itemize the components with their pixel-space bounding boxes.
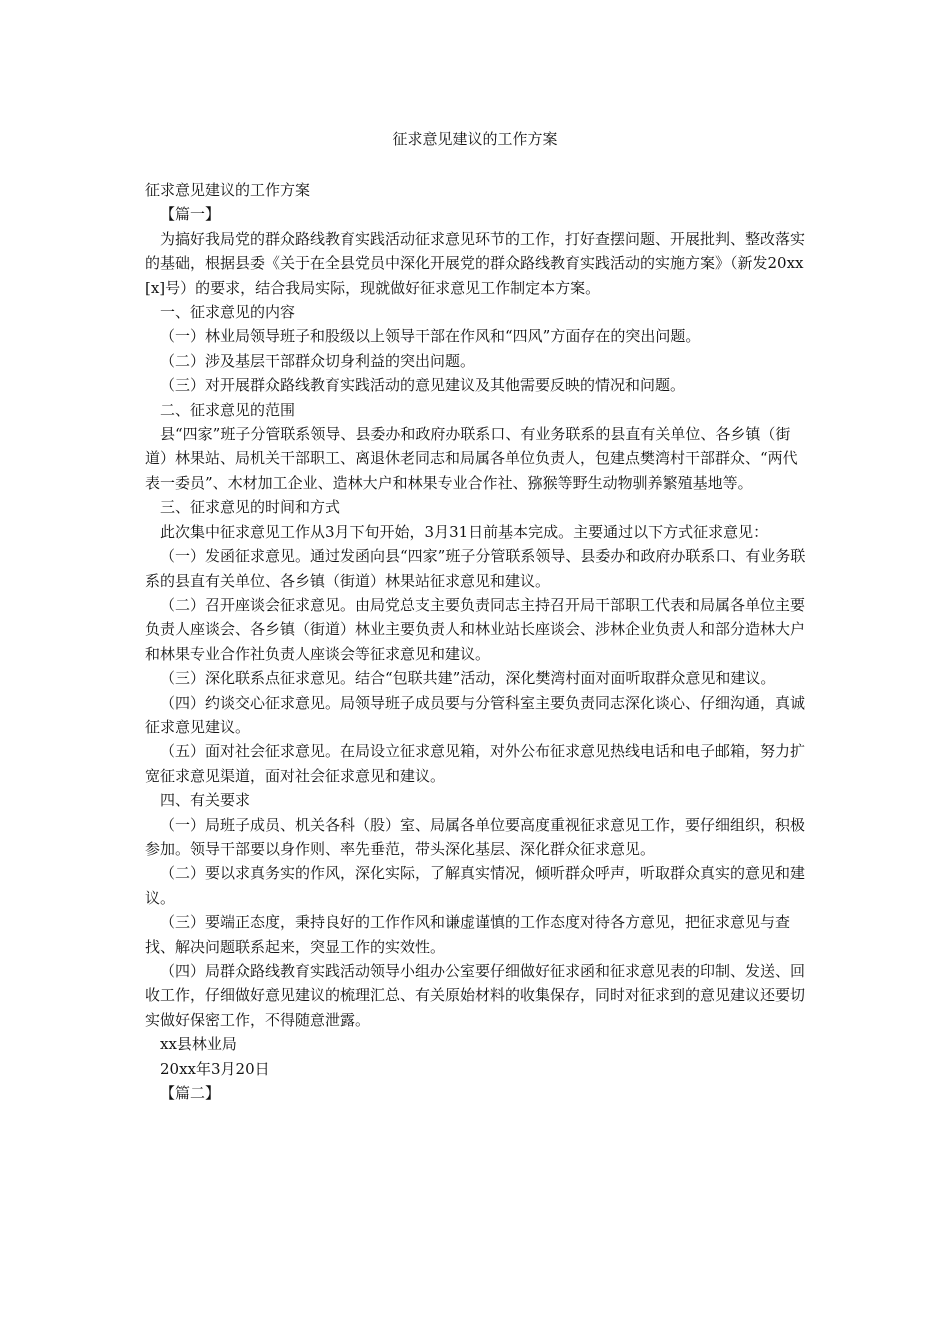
- list-item: （二）召开座谈会征求意见。由局党总支主要负责同志主持召开局干部职工代表和局属各单位主要负责人座谈会、各乡镇（街道）林业主要负责人和林业站长座谈会、涉林企业负责人和部分造林大户和林果专业合作社负责人座谈会等征求意见和建议。: [145, 595, 806, 663]
- signature-date: 20xx年3月20日: [160, 1059, 270, 1078]
- body-subtitle: 征求意见建议的工作方案: [145, 181, 311, 199]
- list-item: （五）面对社会征求意见。在局设立征求意见箱，对外公布征求意见热线电话和电子邮箱，努力扩宽征求意见渠道，面对社会征求意见和建议。: [145, 742, 806, 785]
- list-item: （一）局班子成员、机关各科（股）室、局属各单位要高度重视征求意见工作，要仔细组织，积极参加。领导干部要以身作则、率先垂范，带头深化基层、深化群众征求意见。: [145, 815, 806, 858]
- heading-1: 一、征求意见的内容: [160, 303, 296, 322]
- list-item: （四）局群众路线教育实践活动领导小组办公室要仔细做好征求函和征求意见表的印制、发送、回收工作，仔细做好意见建议的梳理汇总、有关原始材料的收集保存，同时对征求到的意见建议还要切实做好保密工作，不得随意泄露。: [145, 962, 806, 1029]
- paragraph-scope: 县“四家”班子分管联系领导、县委办和政府办联系口、有业务联系的县直有关单位、各乡镇（街道）林果站、局机关干部职工、离退休老同志和局属各单位负责人，包建点樊湾村干部群众、“两代表一委员”、木材加工企业、造林大户和林果专业合作社、猕猴等野生动物驯养繁殖基地等。: [145, 425, 798, 492]
- list-item: （三）对开展群众路线教育实践活动的意见建议及其他需要反映的情况和问题。: [160, 376, 686, 395]
- section-marker-2: 【篇二】: [160, 1084, 221, 1103]
- list-item: （三）要端正态度，秉持良好的工作作风和谦虚谨慎的工作态度对待各方意见，把征求意见与查找、解决问题联系起来，突显工作的实效性。: [145, 913, 791, 956]
- heading-4: 四、有关要求: [160, 791, 251, 810]
- list-item: （四）约谈交心征求意见。局领导班子成员要与分管科室主要负责同志深化谈心、仔细沟通，真诚征求意见建议。: [145, 693, 806, 736]
- paragraph-timing: 此次集中征求意见工作从3月下旬开始，3月31日前基本完成。主要通过以下方式征求意见：: [160, 522, 769, 541]
- list-item: （二）要以求真务实的作风，深化实际，了解真实情况，倾听群众呼声，听取群众真实的意见和建议。: [145, 864, 806, 907]
- section-marker-1: 【篇一】: [160, 205, 221, 224]
- list-item: （三）深化联系点征求意见。结合“包联共建”活动，深化樊湾村面对面听取群众意见和建议。: [160, 669, 776, 688]
- paragraph-intro: 为搞好我局党的群众路线教育实践活动征求意见环节的工作，打好查摆问题、开展批判、整改落实的基础，根据县委《关于在全县党员中深化开展党的群众路线教育实践活动的实施方案》（新发20xx[x]号）的要求，结合我局实际，现就做好征求意见工作制定本方案。: [145, 229, 806, 297]
- list-item: （一）林业局领导班子和股级以上领导干部在作风和“四风”方面存在的突出问题。: [160, 327, 701, 346]
- document-body: [145, 178, 810, 1105]
- heading-3: 三、征求意见的时间和方式: [160, 498, 341, 517]
- list-item: （一）发函征求意见。通过发函向县“四家”班子分管联系领导、县委办和政府办联系口、有业务联系的县直有关单位、各乡镇（街道）林果站征求意见和建议。: [145, 547, 806, 590]
- signature-organization: xx县林业局: [160, 1035, 237, 1054]
- list-item: （二）涉及基层干部群众切身利益的突出问题。: [160, 351, 476, 370]
- heading-2: 二、征求意见的范围: [160, 400, 296, 419]
- document-title: 征求意见建议的工作方案: [392, 130, 558, 148]
